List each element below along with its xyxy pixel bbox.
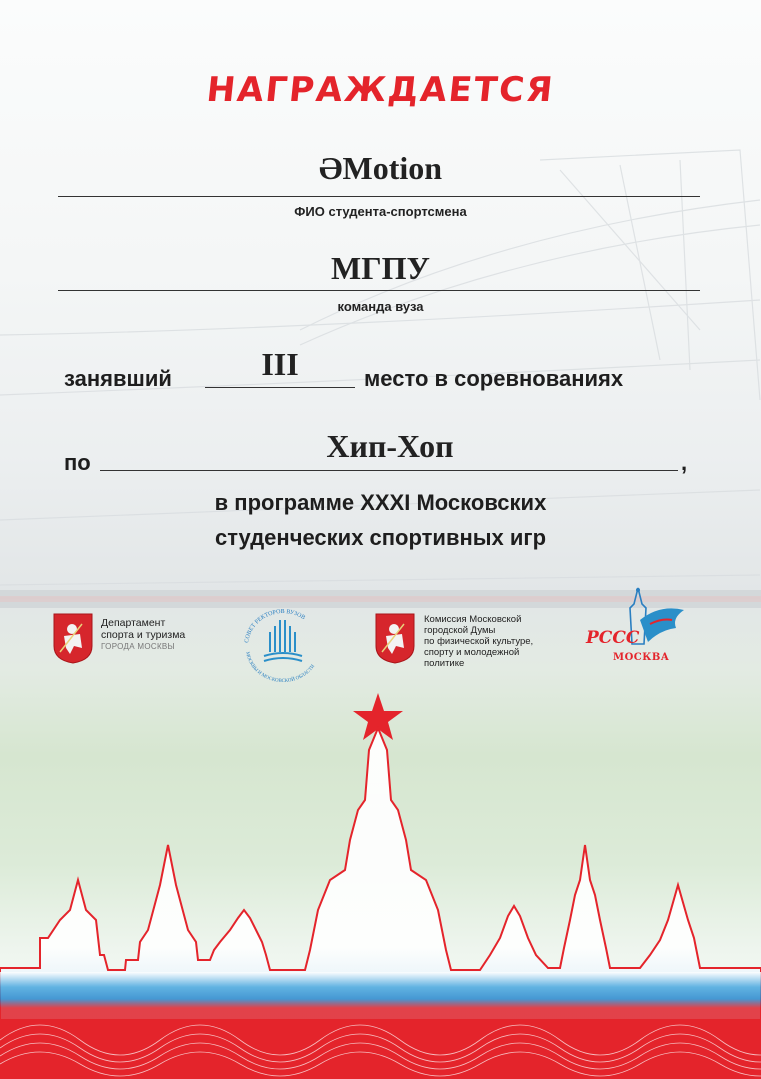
team-name: МГПУ xyxy=(331,250,430,286)
discipline-underline xyxy=(100,470,678,471)
discipline-prefix: по xyxy=(64,450,91,475)
place-value: III xyxy=(261,346,299,382)
rsss-label: РССС xyxy=(586,628,640,648)
team-caption: команда вуза xyxy=(337,299,424,314)
team-underline xyxy=(58,290,700,291)
moscow-skyline-illustration xyxy=(0,680,761,1079)
place-prefix: занявший xyxy=(64,366,172,391)
award-title: НАГРАЖДАЕТСЯ xyxy=(204,70,557,110)
student-name: ӘMotion xyxy=(318,150,443,186)
place-suffix: место в соревнованиях xyxy=(364,366,624,391)
moscow-coat-of-arms-icon xyxy=(52,612,94,664)
discipline-comma: , xyxy=(681,450,688,475)
student-caption: ФИО студента-спортсмена xyxy=(294,204,467,219)
dept-line-1: Департамент xyxy=(101,617,166,629)
duma-line-3: по физической культуре, xyxy=(424,636,534,647)
place-underline xyxy=(205,387,355,388)
duma-logo-text xyxy=(424,614,533,669)
svg-text:МОСКВЫ И МОСКОВСКОЙ ОБЛАСТИ: МОСКВЫ И МОСКОВСКОЙ ОБЛАСТИ xyxy=(244,651,317,682)
duma-line-5: политике xyxy=(424,658,465,669)
dept-line-2: спорта и туризма xyxy=(101,629,186,641)
program-line-1: в программе XXXI Московских xyxy=(214,490,547,515)
dept-line-3: ГОРОДА МОСКВЫ xyxy=(101,642,175,651)
duma-line-2: городской Думы xyxy=(424,625,496,636)
duma-line-4: спорту и молодежной xyxy=(424,647,520,658)
dept-logo-text xyxy=(101,617,185,653)
duma-line-1: Комиссия Московской xyxy=(424,614,522,625)
rectors-council-logo xyxy=(240,606,326,682)
program-line-2: студенческих спортивных игр xyxy=(214,525,547,550)
moskva-label: МОСКВА xyxy=(613,652,670,663)
student-underline xyxy=(58,196,700,197)
discipline-value: Хип-Хоп xyxy=(326,428,454,464)
svg-text:СОВЕТ РЕКТОРОВ ВУЗОВ: СОВЕТ РЕКТОРОВ ВУЗОВ xyxy=(244,608,307,644)
duma-coat-of-arms-icon xyxy=(374,612,416,664)
